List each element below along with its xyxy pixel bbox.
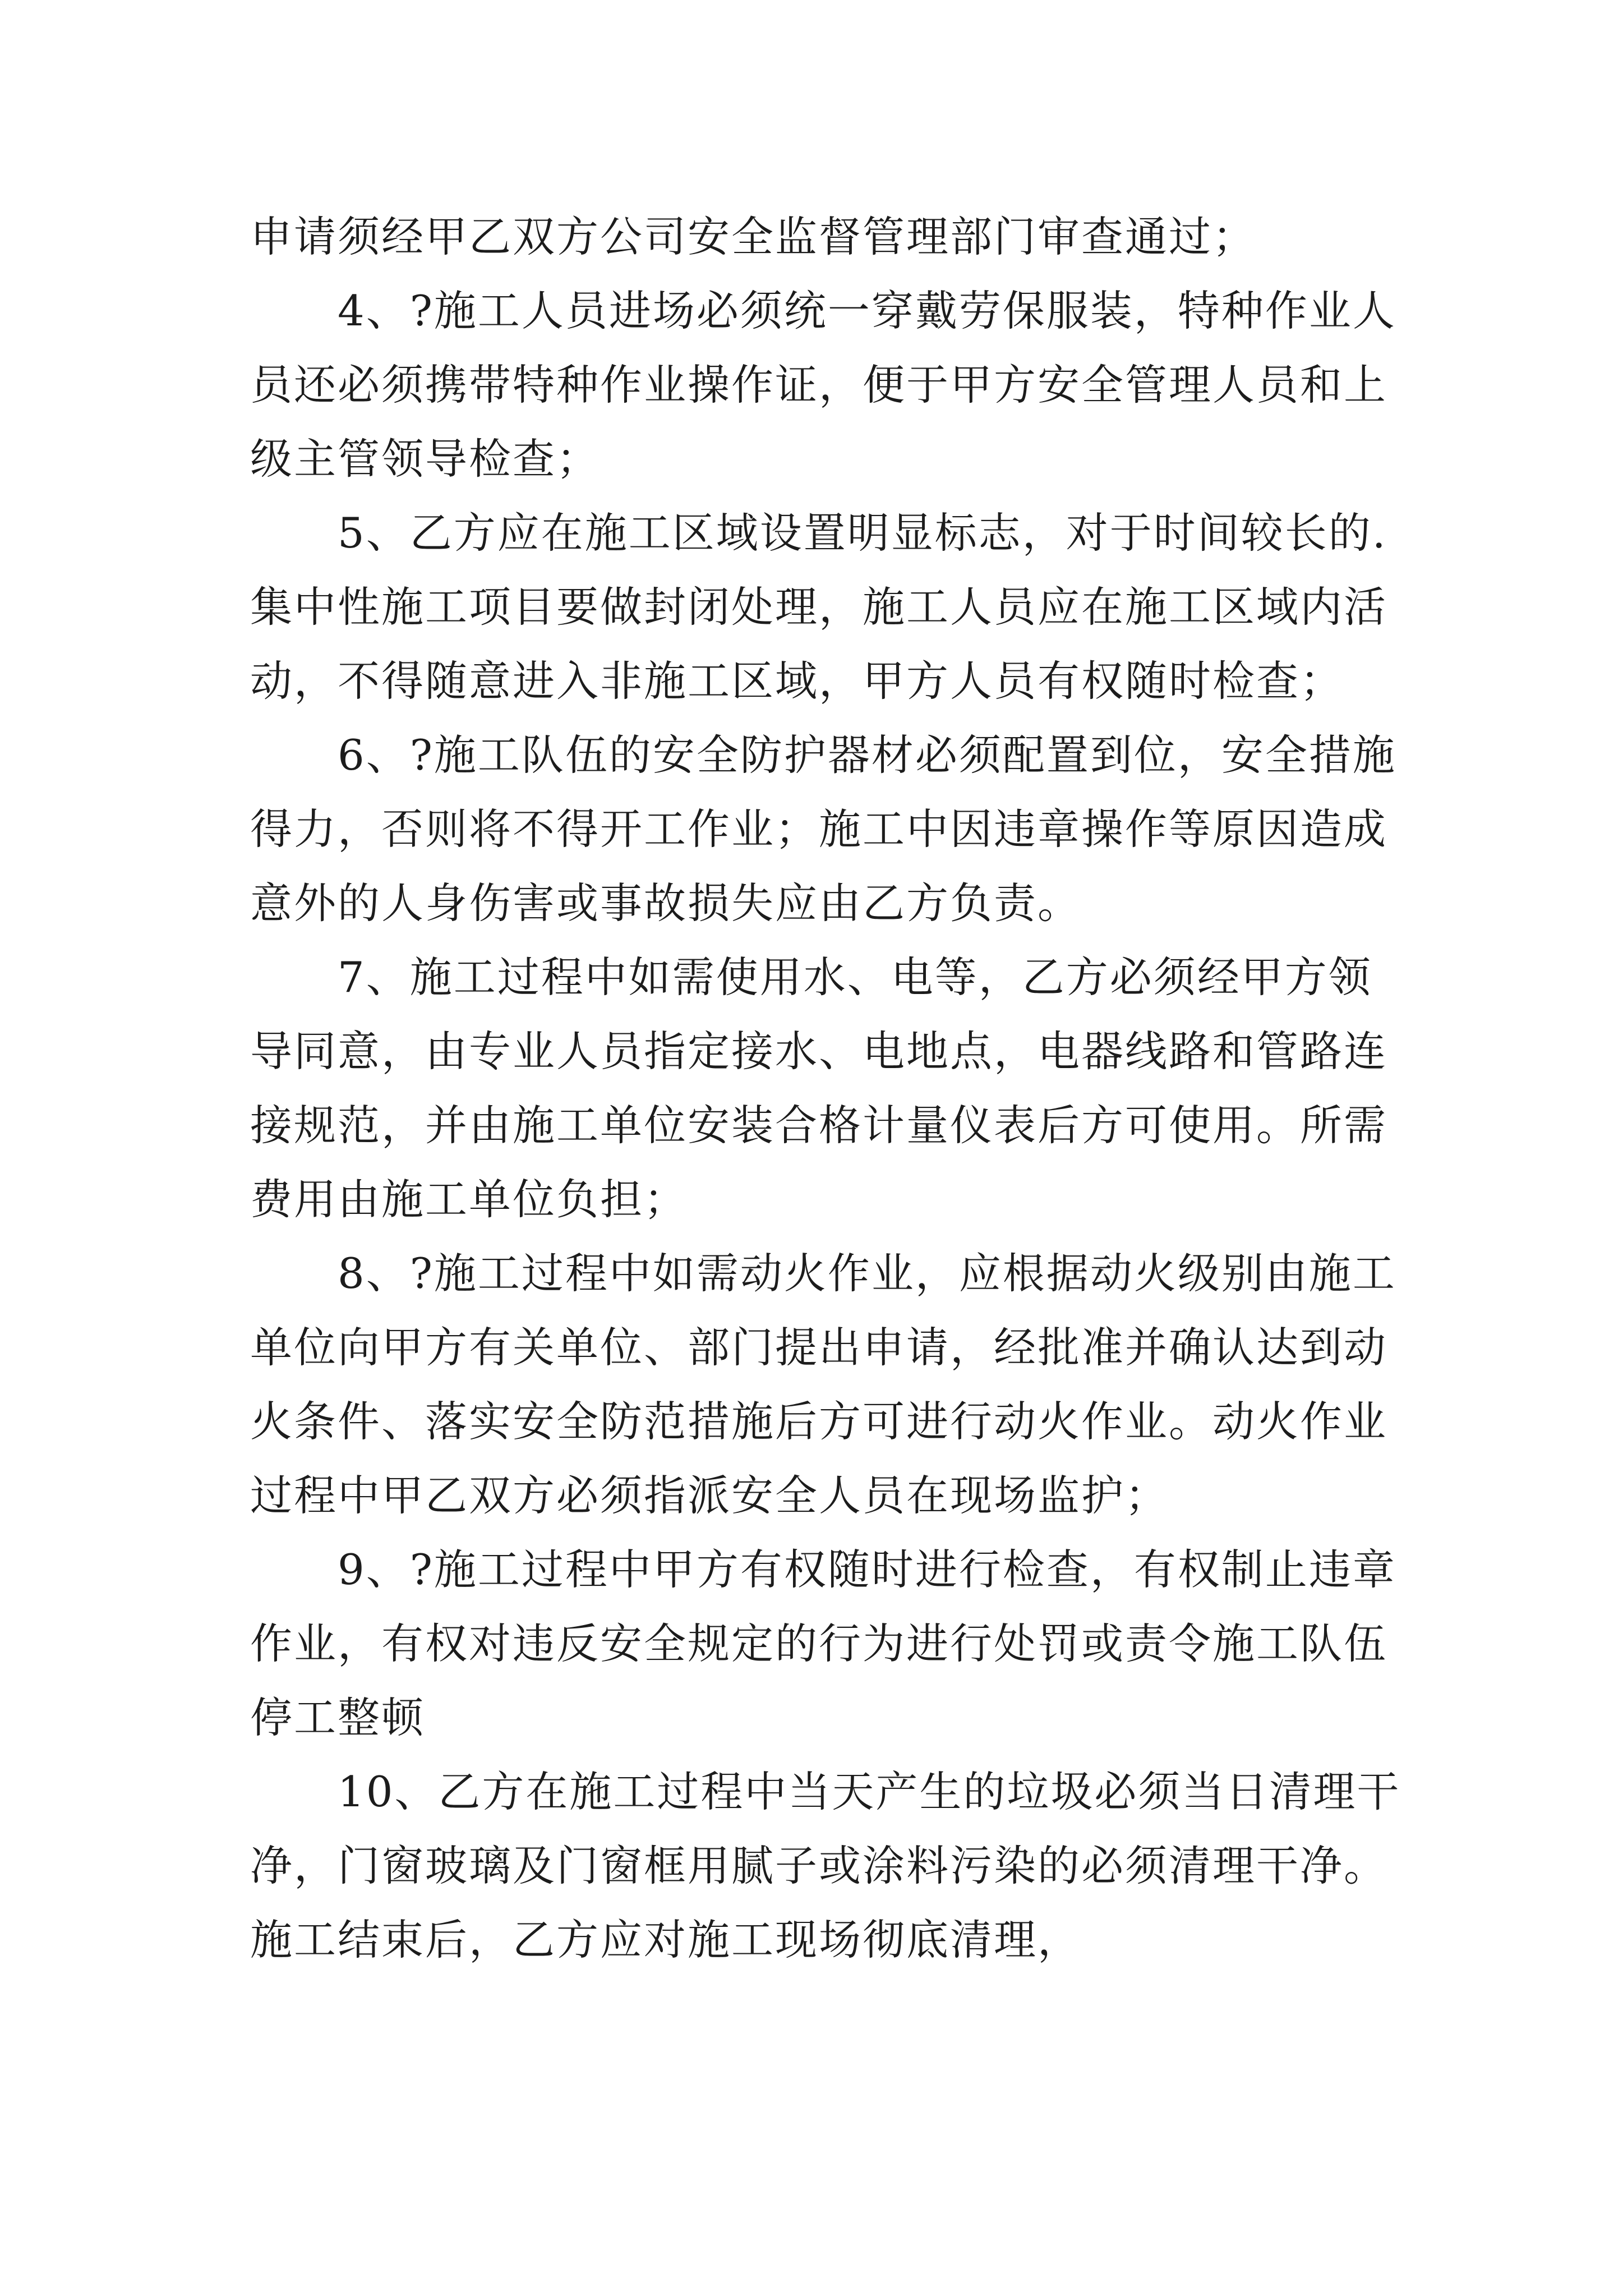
text-line: 单位向甲方有关单位、部门提出申请，经批准并确认达到动 xyxy=(250,1323,1388,1372)
text-line: 9、?施工过程中甲方有权随时进行检查，有权制止违章 xyxy=(250,1545,1396,1594)
text-line: 导同意，由专业人员指定接水、电地点，电器线路和管路连 xyxy=(250,1027,1388,1076)
text-line: 得力，否则将不得开工作业；施工中因违章操作等原因造成 xyxy=(250,804,1388,854)
text-line: 申请须经甲乙双方公司安全监督管理部门审查通过； xyxy=(250,212,1257,261)
text-line: 费用由施工单位负担； xyxy=(250,1175,688,1224)
text-line: 火条件、落实安全防范措施后方可进行动火作业。动火作业 xyxy=(250,1397,1388,1446)
text-line: 5、乙方应在施工区域设置明显标志，对于时间较长的. xyxy=(250,508,1387,558)
text-line: 6、?施工队伍的安全防护器材必须配置到位，安全措施 xyxy=(250,730,1396,780)
text-line: 施工结束后，乙方应对施工现场彻底清理， xyxy=(250,1915,1082,1964)
text-line: 集中性施工项目要做封闭处理，施工人员应在施工区域内活 xyxy=(250,582,1388,632)
text-line: 动，不得随意进入非施工区域，甲方人员有权随时检查； xyxy=(250,656,1344,706)
text-line: 员还必须携带特种作业操作证，便于甲方安全管理人员和上 xyxy=(250,360,1388,409)
text-line: 接规范，并由施工单位安装合格计量仪表后方可使用。所需 xyxy=(250,1101,1388,1150)
text-line: 8、?施工过程中如需动火作业，应根据动火级别由施工 xyxy=(250,1249,1396,1298)
text-line: 过程中甲乙双方必须指派安全人员在现场监护； xyxy=(250,1471,1169,1520)
text-line: 意外的人身伤害或事故损失应由乙方负责。 xyxy=(250,878,1082,928)
text-line: 7、施工过程中如需使用水、电等，乙方必须经甲方领 xyxy=(250,953,1372,1002)
text-line: 级主管领导检查； xyxy=(250,434,601,484)
text-line: 净，门窗玻璃及门窗框用腻子或涂料污染的必须清理干净。 xyxy=(250,1841,1388,1890)
text-line: 10、乙方在施工过程中当天产生的垃圾必须当日清理干 xyxy=(250,1767,1401,1816)
text-line: 停工整顿 xyxy=(250,1693,426,1742)
body-text xyxy=(250,200,1401,1977)
text-line: 作业，有权对违反安全规定的行为进行处罚或责令施工队伍 xyxy=(250,1619,1388,1668)
text-line: 4、?施工人员进场必须统一穿戴劳保服装，特种作业人 xyxy=(250,286,1396,335)
